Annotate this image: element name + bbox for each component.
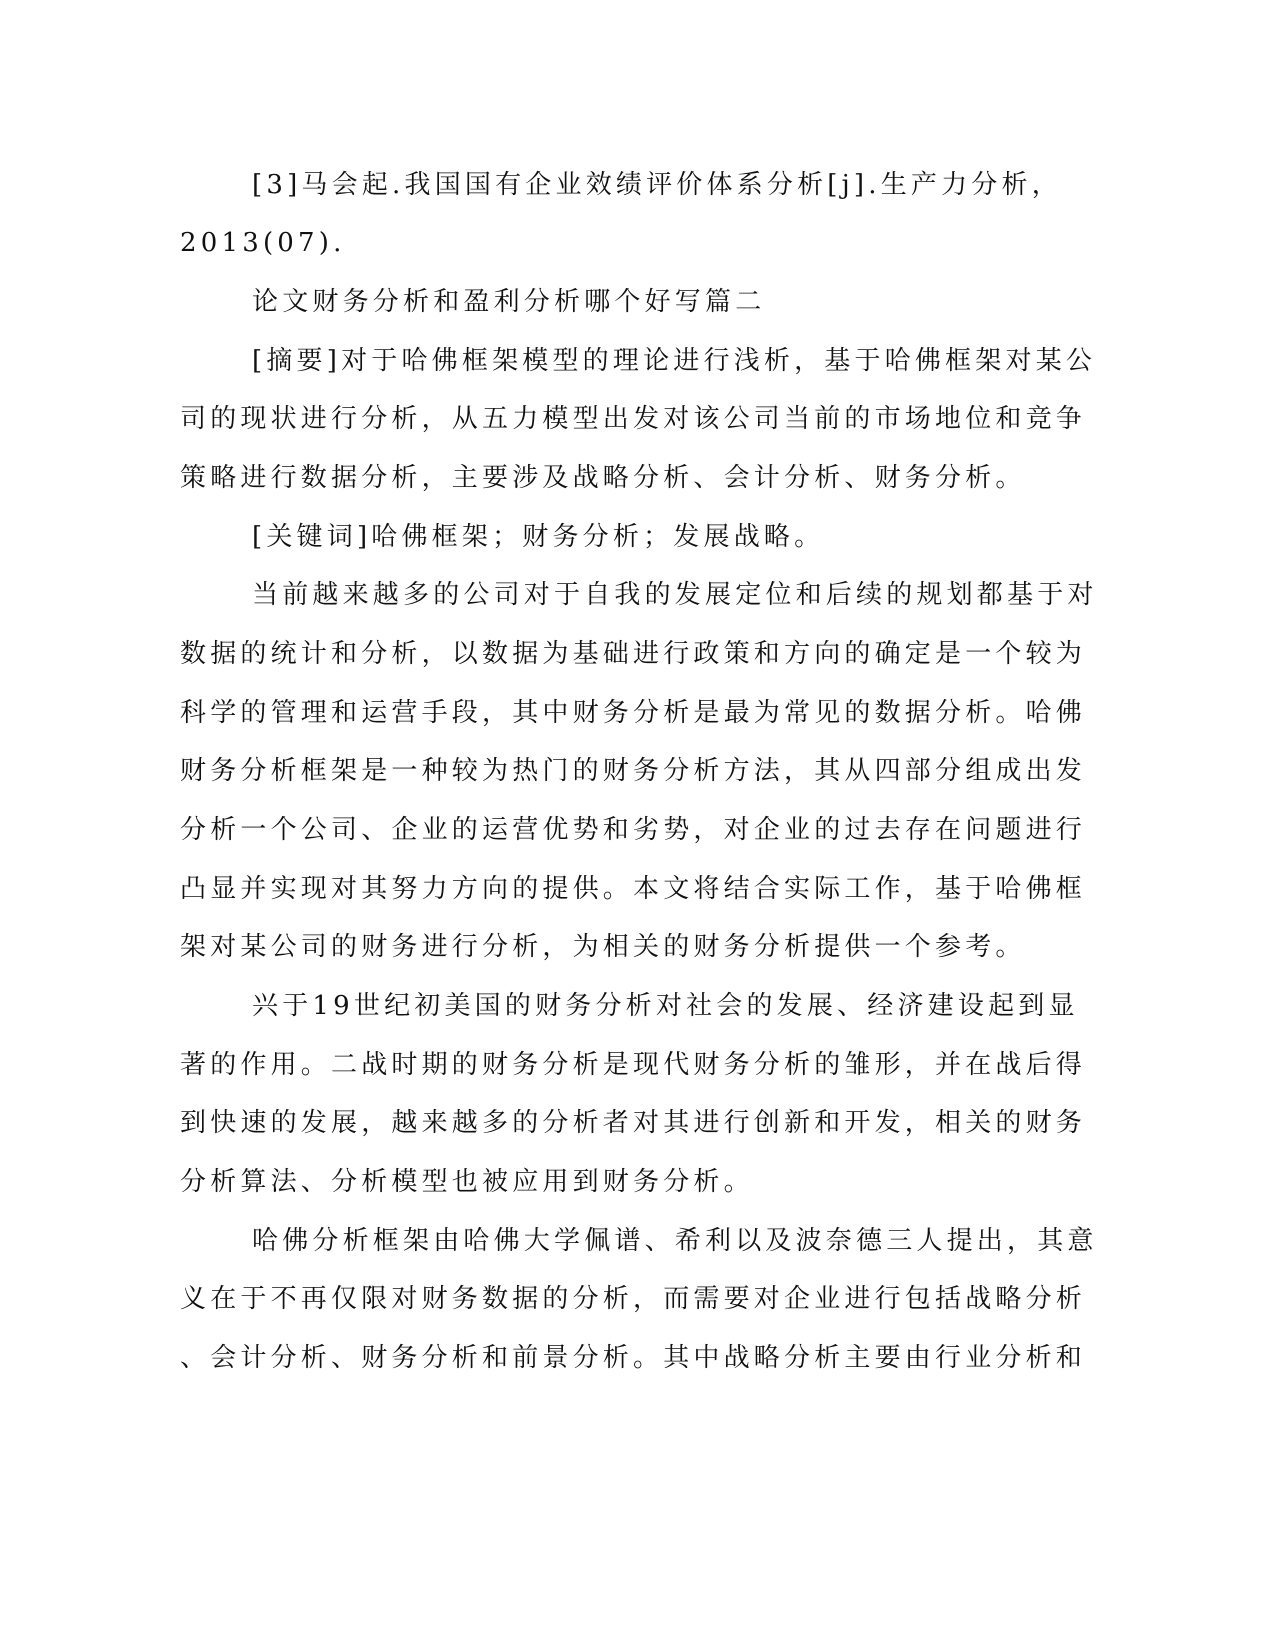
reference-line-2: 2013(07). <box>180 228 346 258</box>
paragraph-2-line-3: 到快速的发展，越来越多的分析者对其进行创新和开发，相关的财务 <box>180 1108 1087 1138</box>
paragraph-2-line-2: 著的作用。二战时期的财务分析是现代财务分析的雏形，并在战后得 <box>180 1050 1087 1080</box>
reference-line-1: [3]马会起.我国国有企业效绩评价体系分析[j].生产力分析， <box>252 170 1062 200</box>
abstract-line-1: [摘要]对于哈佛框架模型的理论进行浅析，基于哈佛框架对某公 <box>252 346 1097 376</box>
paragraph-1-line-5: 分析一个公司、企业的运营优势和劣势，对企业的过去存在问题进行 <box>180 815 1087 845</box>
paragraph-1-line-6: 凸显并实现对其努力方向的提供。本文将结合实际工作，基于哈佛框 <box>180 874 1087 904</box>
paragraph-1-line-7: 架对某公司的财务进行分析，为相关的财务分析提供一个参考。 <box>180 932 1026 962</box>
abstract-line-2: 司的现状进行分析，从五力模型出发对该公司当前的市场地位和竞争 <box>180 404 1087 434</box>
paragraph-3-line-1: 哈佛分析框架由哈佛大学佩谱、希利以及波奈德三人提出，其意 <box>252 1226 1098 1256</box>
abstract-line-3: 策略进行数据分析，主要涉及战略分析、会计分析、财务分析。 <box>180 463 1026 493</box>
paragraph-2-line-4: 分析算法、分析模型也被应用到财务分析。 <box>180 1167 754 1197</box>
paragraph-1-line-3: 科学的管理和运营手段，其中财务分析是最为常见的数据分析。哈佛 <box>180 698 1087 728</box>
paragraph-2-line-1: 兴于19世纪初美国的财务分析对社会的发展、经济建设起到显 <box>252 991 1079 1021</box>
section-title: 论文财务分析和盈利分析哪个好写篇二 <box>252 287 766 317</box>
keywords-line: [关键词]哈佛框架；财务分析；发展战略。 <box>252 522 825 552</box>
paragraph-1-line-2: 数据的统计和分析，以数据为基础进行政策和方向的确定是一个较为 <box>180 639 1087 669</box>
paragraph-1-line-4: 财务分析框架是一种较为热门的财务分析方法，其从四部分组成出发 <box>180 756 1087 786</box>
paragraph-1-line-1: 当前越来越多的公司对于自我的发展定位和后续的规划都基于对 <box>252 580 1098 610</box>
paragraph-3-line-2: 义在于不再仅限对财务数据的分析，而需要对企业进行包括战略分析 <box>180 1284 1087 1314</box>
paragraph-3-line-3: 、会计分析、财务分析和前景分析。其中战略分析主要由行业分析和 <box>180 1343 1087 1373</box>
